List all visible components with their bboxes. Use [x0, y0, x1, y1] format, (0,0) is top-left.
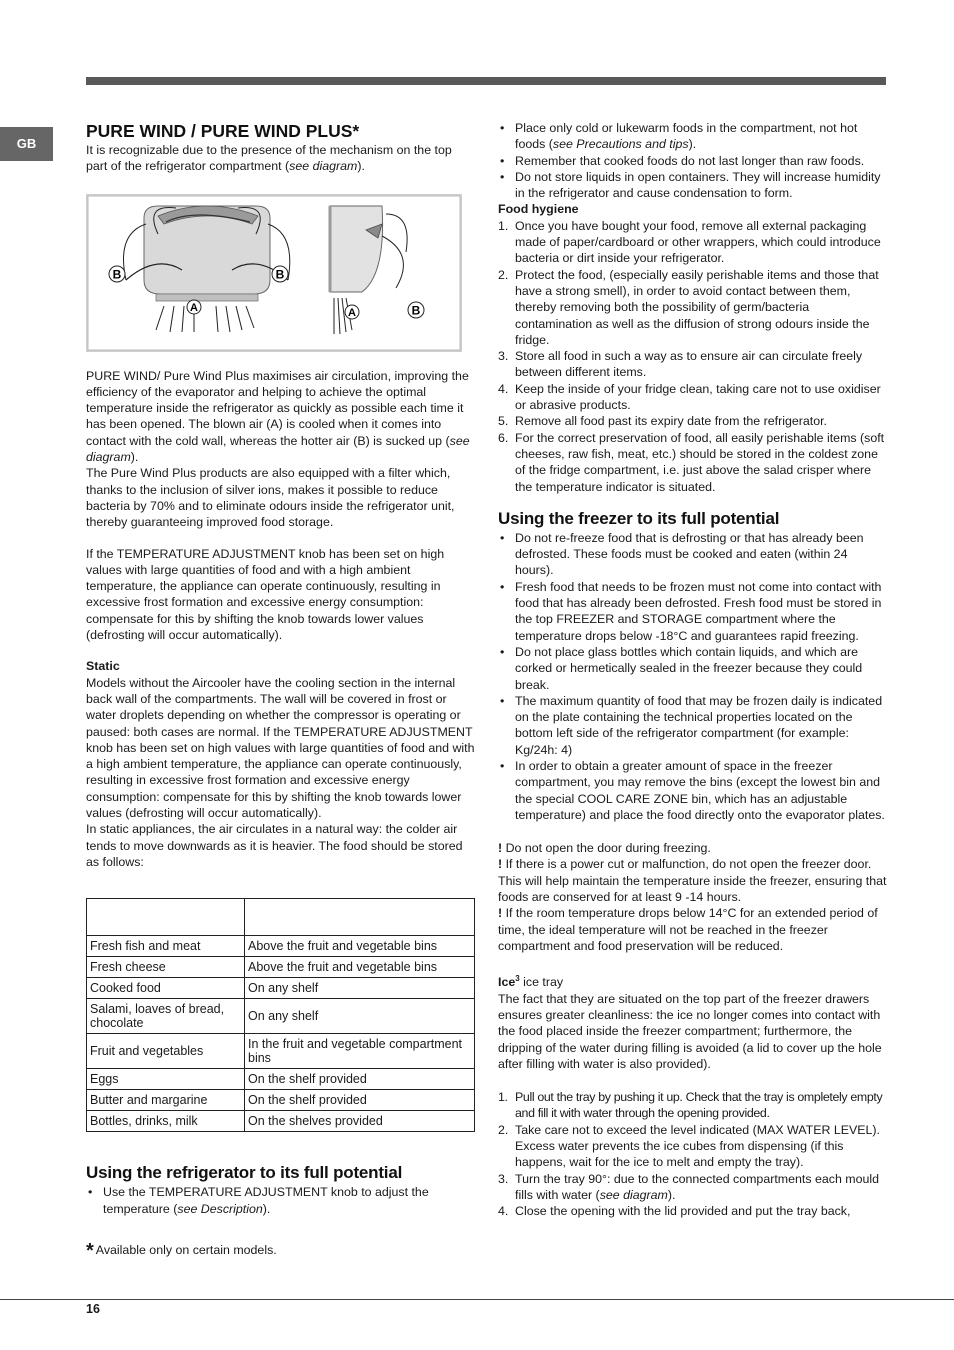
- table-row: [87, 1034, 475, 1069]
- list-item: 1. Pull out the tray by pushing it up. Check that the tray is ompletely empty and fill it with water through the opening provided.: [498, 1090, 883, 1121]
- list-item: • Do not re-freeze food that is defrosting or that has already been defrosted. These foods must be cooked and eaten (within 24 hours).: [498, 530, 888, 579]
- right-column: [498, 120, 888, 1220]
- warning-3: ! If the room temperature drops below 14°C for an extended period of time, the ideal temperature will not be reached in the freezer compartment and food preservation will be reduced.: [498, 906, 878, 953]
- list-item: 6. For the correct preservation of food, all easily perishable items (soft cheeses, raw fish, meat, etc.) should be stored in the coldest zone of the fridge compartment, i.e. just above the salad crisper where the temperature indicator is situated.: [498, 430, 885, 494]
- table-cell-food: Eggs: [87, 1069, 245, 1090]
- table-cell-location: On any shelf: [245, 978, 475, 999]
- ice-paragraph: The fact that they are situated on the top part of the freezer drawers ensures greater cleanliness: the ice no longer comes into contact with the food placed inside the freezer compartment; furthermore, the dripping of the water during filling is avoided (a lid to cover up the hole after filling with water is also provided).: [498, 991, 882, 1071]
- table-header-row: [87, 899, 475, 936]
- table-row: [87, 1111, 475, 1132]
- purewind-intro: It is recognizable due to the presence of the mechanism on the top part of the refrigerator compartment (see diagram).: [86, 143, 452, 174]
- table-cell-location: On the shelf provided: [245, 1090, 475, 1111]
- warning-icon: !: [498, 906, 503, 921]
- list-item: • Place only cold or lukewarm foods in the compartment, not hot foods (see Precautions and tips).: [498, 120, 888, 153]
- table-cell-food: Salami, loaves of bread, chocolate: [87, 999, 245, 1034]
- language-tab-label: GB: [16, 135, 37, 151]
- list-item: • Do not store liquids in open containers. They will increase humidity in the refrigerator and cause condensation to form.: [498, 169, 888, 202]
- left-column: [86, 120, 476, 1217]
- page-number: 16: [86, 1302, 100, 1316]
- list-item: 3. Turn the tray 90°: due to the connected compartments each mould fills with water (see diagram).: [498, 1171, 880, 1202]
- label-b-side: B: [411, 303, 421, 318]
- warning-2: ! If there is a power cut or malfunction, do not open the freezer door. This will help maintain the temperature inside the freezer, ensuring that foods are conserved for at least 9 -14 hours.: [498, 857, 887, 905]
- table-row: [87, 999, 475, 1034]
- footnote-star: *: [86, 1240, 94, 1262]
- table-row: [87, 936, 475, 957]
- footer-rule: [0, 1299, 954, 1300]
- list-item: 4. Keep the inside of your fridge clean, taking care not to use oxidiser or abrasive products.: [498, 381, 881, 413]
- table-cell-food: Butter and margarine: [87, 1090, 245, 1111]
- table-row: [87, 1090, 475, 1111]
- list-item: 3. Store all food in such a way as to ensure air can circulate freely between different items.: [498, 349, 863, 380]
- table-row: [87, 1069, 475, 1090]
- table-cell-location: Above the fruit and vegetable bins: [245, 957, 475, 978]
- purewind-title: PURE WIND / PURE WIND PLUS*: [86, 121, 360, 141]
- table-row: [87, 978, 475, 999]
- table-cell-location: In the fruit and vegetable compartment bins: [245, 1034, 475, 1069]
- static-title: Static: [86, 659, 120, 674]
- list-item: 2. Take care not to exceed the level indicated (MAX WATER LEVEL). Excess water prevents the ice cubes from dispensing (if this happens, wait for the ice to melt and empty the tray).: [498, 1122, 881, 1170]
- purewind-paragraph-1: PURE WIND/ Pure Wind Plus maximises air circulation, improving the efficiency of the evaporator and helping to achieve the optimal temperature inside the refrigerator as quickly as possible each time it has been opened. The blown air (A) is cooled when it comes into contact with the cold wall, whereas the hotter air (B) is sucked up (see diagram).: [86, 368, 470, 465]
- table-cell-location: On the shelves provided: [245, 1111, 475, 1132]
- table-cell-food: Fruit and vegetables: [87, 1034, 245, 1069]
- list-item: • Remember that cooked foods do not last longer than raw foods.: [498, 153, 888, 169]
- label-a-front: A: [190, 301, 198, 314]
- warning-1: ! Do not open the door during freezing.: [498, 841, 711, 856]
- list-item: 5. Remove all food past its expiry date from the refrigerator.: [498, 414, 827, 429]
- hygiene-title: Food hygiene: [498, 202, 579, 217]
- hygiene-list: [498, 218, 888, 495]
- list-item: • The maximum quantity of food that may be frozen daily is indicated on the plate containing the technical properties located on the bottom left side of the refrigerator compartment (for example: Kg/24h: 4): [498, 693, 888, 758]
- table-cell-location: Above the fruit and vegetable bins: [245, 936, 475, 957]
- label-b-left: B: [112, 267, 122, 282]
- pure-wind-diagram: [86, 194, 462, 352]
- table-row: [87, 957, 475, 978]
- fridge-full-potential-list: [86, 1184, 476, 1217]
- footnote-text: Available only on certain models.: [95, 1243, 277, 1257]
- airflow-illustration: [86, 194, 462, 352]
- ice-tray-steps: [498, 1089, 888, 1219]
- table-cell-location: On any shelf: [245, 999, 475, 1034]
- label-a-side: A: [348, 306, 356, 319]
- header-rule: [86, 77, 886, 85]
- list-item: 4. Close the opening with the lid provided and put the tray back,: [498, 1204, 851, 1219]
- list-item: • Use the TEMPERATURE ADJUSTMENT knob to adjust the temperature (see Description).: [86, 1184, 476, 1217]
- warning-icon: !: [498, 857, 503, 872]
- list-item: • Do not place glass bottles which contain liquids, and which are corked or hermetically sealed in the freezer because they could break.: [498, 644, 888, 693]
- table-header-cell: [87, 899, 245, 936]
- food-storage-table: [86, 898, 475, 1132]
- list-item: • Fresh food that needs to be frozen must not come into contact with food that has already been defrosted. Fresh food must be stored in the top FREEZER and STORAGE compartment where the temperature drops below -18°C and guarantees rapid freezing.: [498, 579, 888, 644]
- footnote: [86, 1240, 277, 1262]
- table-header-cell: [245, 899, 475, 936]
- static-paragraph-2: In static appliances, the air circulates in a natural way: the colder air tends to move downwards as it is heavier. The food should be stored as follows:: [86, 822, 463, 869]
- warning-icon: !: [498, 841, 503, 856]
- label-b-right: B: [275, 267, 285, 282]
- freezer-tips-list: [498, 530, 888, 823]
- list-item: 2. Protect the food, (especially easily perishable items and those that have a strong smell), in order to avoid contact between them, thereby removing both the possibility of germ/bacteria contamination as well as the diffusion of strong odours inside the fridge.: [498, 267, 879, 347]
- table-cell-food: Bottles, drinks, milk: [87, 1111, 245, 1132]
- freezer-full-potential-title: Using the freezer to its full potential: [498, 508, 780, 528]
- fridge-tips-list: [498, 120, 888, 201]
- table-cell-food: Cooked food: [87, 978, 245, 999]
- language-tab: [0, 127, 53, 161]
- table-cell-location: On the shelf provided: [245, 1069, 475, 1090]
- table-cell-food: Fresh cheese: [87, 957, 245, 978]
- table-cell-food: Fresh fish and meat: [87, 936, 245, 957]
- ice-title: Ice$^3$ ice tray: [498, 974, 564, 990]
- list-item: • In order to obtain a greater amount of space in the freezer compartment, you may remove the bins (except the lowest bin and the special COOL CARE ZONE bin, which has an adjustable temperature) and place the food directly onto the evaporator plates.: [498, 758, 888, 823]
- list-item: 1. Once you have bought your food, remove all external packaging made of paper/cardboard or other wrappers, which could introduce bacteria or dirt inside your refrigerator.: [498, 218, 881, 266]
- static-paragraph-1: Models without the Aircooler have the cooling section in the internal back wall of the compartments. The wall will be covered in frost or water droplets depending on whether the compressor is operating or paused: both cases are normal. If the TEMPERATURE ADJUSTMENT knob has been set on high values with large quantities of food and with a high ambient temperature, the appliance can operate continuously, resulting in excessive frost formation and excessive energy consumption: compensate for this by shifting the knob towards lower values (defrosting will occur automatically).: [86, 675, 475, 821]
- purewind-paragraph-2: The Pure Wind Plus products are also equipped with a filter which, thanks to the inclusion of silver ions, makes it possible to reduce bacteria by 70% and to eliminate odours inside the refrigerator unit, thereby guaranteeing improved food storage.: [86, 466, 455, 530]
- purewind-paragraph-3: If the TEMPERATURE ADJUSTMENT knob has been set on high values with large quantities of food and with a high ambient temperature, the appliance can operate continuously, resulting in excessive frost formation and excessive energy consumption: compensate for this by shifting the knob towards lower values (defrosting will occur automatically).: [86, 546, 445, 643]
- fridge-full-potential-title: Using the refrigerator to its full potential: [86, 1163, 403, 1183]
